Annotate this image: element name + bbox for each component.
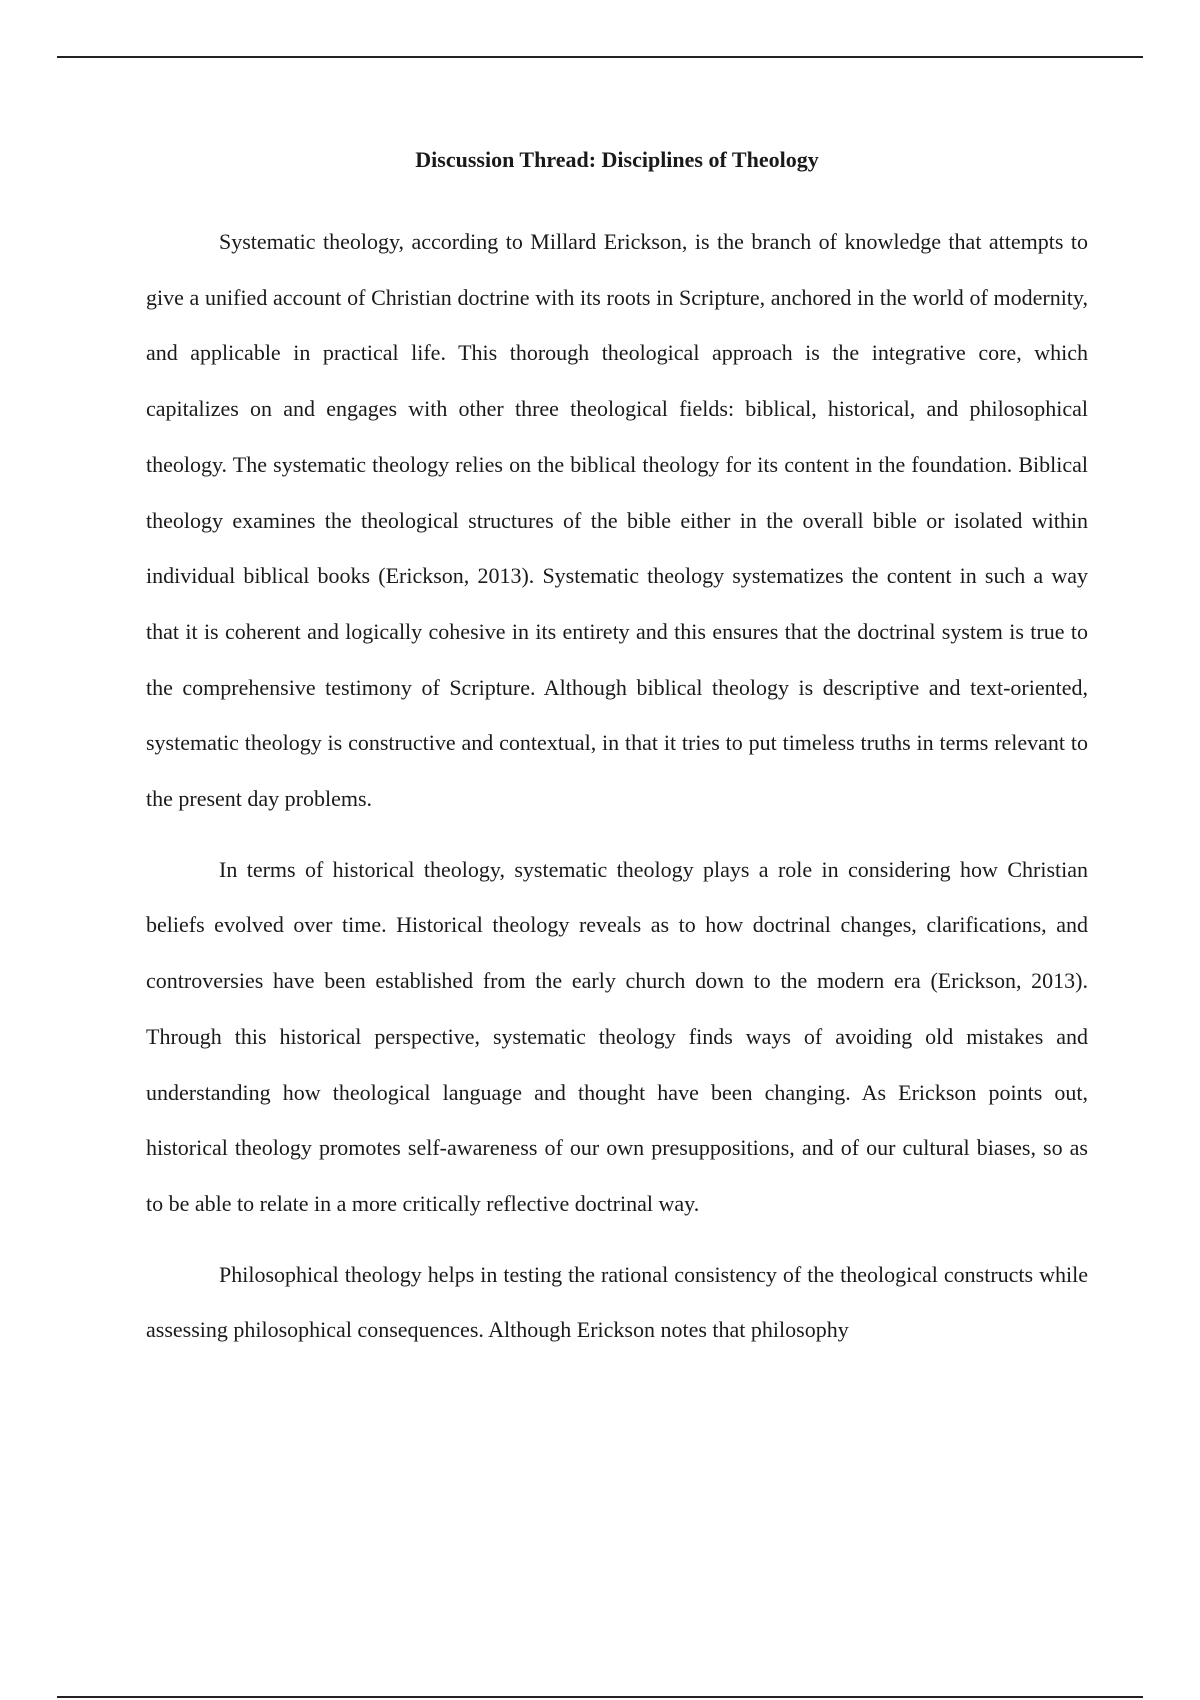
footer-rule bbox=[57, 1696, 1143, 1698]
paragraph-historical-theology: In terms of historical theology, systematic theology plays a role in considering how Christian beliefs evolved over time. Historical theology reveals as to how doctrinal changes, clarifications, and controversies have been established from the early church down to the modern era (Erickson, 2013). Through this historical perspective, systematic theology finds ways of avoiding old mistakes and understanding how theological language and thought have been changing. As Erickson points out, historical theology promotes self-awareness of our own presuppositions, and of our cultural biases, so as to be able to relate in a more critically reflective doctrinal way. bbox=[146, 856, 1088, 1216]
header-rule bbox=[57, 56, 1143, 58]
paragraph-systematic-theology: Systematic theology, according to Millard Erickson, is the branch of knowledge that attempts to give a unified account of Christian doctrine with its roots in Scripture, anchored in the world of modernity, and applicable in practical life. This thorough theological approach is the integrative core, which capitalizes on and engages with other three theological fields: biblical, historical, and philosophical theology. The systematic theology relies on the biblical theology for its content in the foundation. Biblical theology examines the theological structures of the bible either in the overall bible or isolated within individual biblical books (Erickson, 2013). Systematic theology systematizes the content in such a way that it is coherent and logically cohesive in its entirety and this ensures that the doctrinal system is true to the comprehensive testimony of Scripture. Although biblical theology is descriptive and text-oriented, systematic theology is constructive and contextual, in that it tries to put timeless truths in terms relevant to the present day problems. bbox=[146, 229, 1088, 812]
page-title: Discussion Thread: Disciplines of Theology bbox=[415, 147, 819, 172]
paragraph-philosophical-theology: Philosophical theology helps in testing the rational consistency of the theological constructs while assessing philosophical consequences. Although Erickson notes that philosophy bbox=[146, 1261, 1088, 1343]
document-body bbox=[146, 214, 1088, 1373]
